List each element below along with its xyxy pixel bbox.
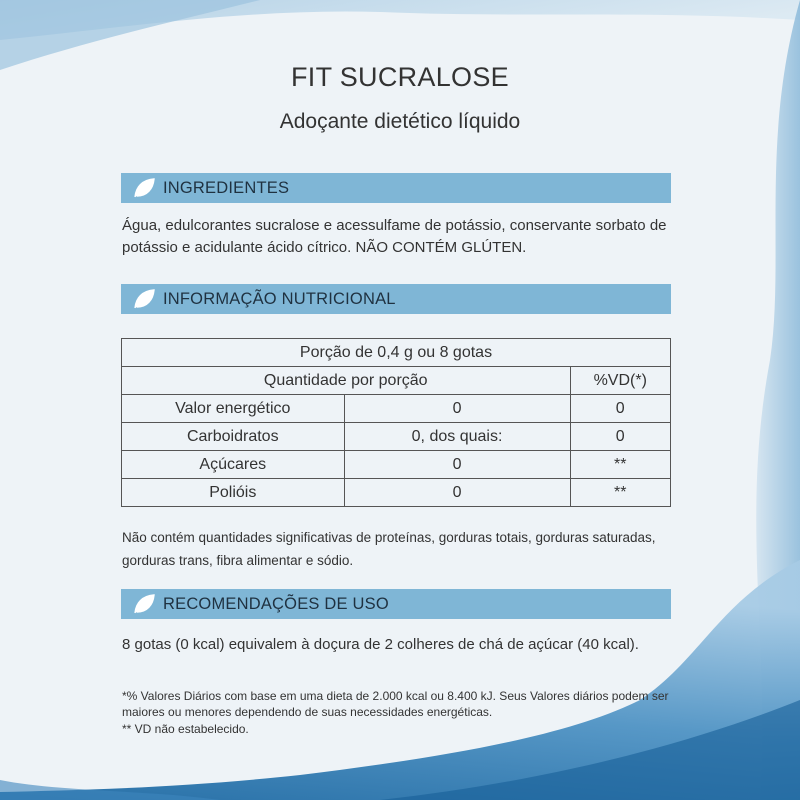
table-row: [122, 395, 671, 423]
portion-cell: Porção de 0,4 g ou 8 gotas: [122, 339, 671, 367]
nutrient-amount: 0: [344, 479, 570, 507]
leaf-icon: [129, 173, 159, 203]
nutrient-name: Açúcares: [122, 451, 345, 479]
product-subtitle: Adoçante dietético líquido: [279, 110, 521, 133]
nutrient-vd: 0: [570, 395, 671, 423]
table-row: [122, 479, 671, 507]
table-row: [122, 339, 671, 367]
usage-header: [121, 589, 671, 619]
nutrition-header: [121, 284, 671, 314]
footnote-not-established: ** VD não estabelecido.: [122, 722, 249, 736]
nutrition-table: [121, 338, 671, 507]
nutrient-name: Polióis: [122, 479, 345, 507]
usage-text: 8 gotas (0 kcal) equivalem à doçura de 2 colheres de chá de açúcar (40 kcal).: [122, 636, 639, 653]
nutrient-vd: 0: [570, 423, 671, 451]
leaf-icon: [129, 284, 159, 314]
nutrition-note: Não contém quantidades significativas de proteínas, gorduras totais, gorduras saturadas, gorduras trans, fibra alimentar e sódio.: [122, 530, 656, 568]
nutrition-heading: INFORMAÇÃO NUTRICIONAL: [163, 289, 396, 308]
leaf-icon: [129, 589, 159, 619]
nutrient-name: Valor energético: [122, 395, 345, 423]
table-row: [122, 423, 671, 451]
nutrient-name: Carboidratos: [122, 423, 345, 451]
ingredients-list: Água, edulcorantes sucralose e acessulfame de potássio, conservante sorbato de potássio e acidulante ácido cítrico.: [122, 217, 667, 256]
nutrient-amount: 0: [344, 451, 570, 479]
vd-header-cell: %VD(*): [570, 367, 671, 395]
ingredients-text: [122, 215, 682, 259]
table-row: [122, 367, 671, 395]
usage-heading: RECOMENDAÇÕES DE USO: [163, 594, 389, 613]
nutrient-vd: **: [570, 451, 671, 479]
ingredients-heading: INGREDIENTES: [163, 178, 290, 197]
table-row: [122, 451, 671, 479]
nutrient-amount: 0, dos quais:: [344, 423, 570, 451]
product-title: FIT SUCRALOSE: [291, 62, 509, 92]
nutrient-vd: **: [570, 479, 671, 507]
ingredients-header: [121, 173, 671, 203]
qty-header-cell: Quantidade por porção: [122, 367, 571, 395]
footnote-vd: *% Valores Diários com base em uma dieta de 2.000 kcal ou 8.400 kJ. Seus Valores diários podem ser maiores ou menores dependendo de suas necessidades energéticas.: [122, 689, 669, 719]
gluten-warning: NÃO CONTÉM GLÚTEN.: [355, 239, 527, 256]
nutrient-amount: 0: [344, 395, 570, 423]
